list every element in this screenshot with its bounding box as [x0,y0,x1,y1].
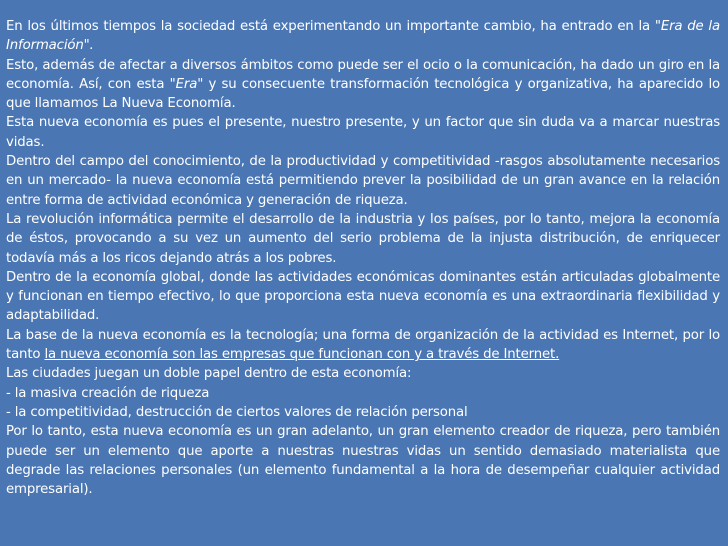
italic-quote: "Era de la Información". [6,19,720,54]
paragraph-nueva-economia [6,56,720,114]
paragraph-text: En los últimos tiempos la sociedad está experimentando un importante cambio, ha entrado en la [6,19,655,34]
list-item-competitividad: - la competitividad, destrucción de ciertos valores de relación personal [6,404,468,420]
paragraph-conocimiento: Dentro del campo del conocimiento, de la productividad y competitividad -rasgos absolutamente necesarios en un mercado- la nueva economía está permitiendo prever la posibilidad de un gran avance en la relación entre forma de actividad económica y generación de riqueza. [6,154,720,208]
underlined-text: la nueva economía son las empresas que funcionan con y a través de Internet. [44,347,560,363]
paragraph-tecnologia [6,326,720,365]
paragraph-conclusion: Por lo tanto, esta nueva economía es un gran adelanto, un gran elemento creador de riqueza, pero también puede ser un elemento que aporte a nuestras nuestras vidas un sentido demasiado materialista que degrade las relaciones personales (un elemento fundamental a la hora de desempeñar cualquier actividad empresarial). [6,424,720,498]
paragraph-economia-global: Dentro de la economía global, donde las actividades económicas dominantes están articuladas globalmente y funcionan en tiempo efectivo, lo que proporciona esta nueva economía es una extraordinaria flexibilidad y adaptabilidad. [6,269,720,324]
paragraph-presente: Esta nueva economía es pues el presente, nuestro presente, y un factor que sin duda va a marcar nuestras vidas. [6,115,720,150]
italic-quote: "Era" [169,76,204,92]
body-text [6,17,720,499]
paragraph-text: Esto, además de afectar a diversos ámbitos como puede ser el ocio o la comunicación, ha dado un giro en la economía. Así, con esta [6,57,720,92]
paragraph-era-informacion [6,17,720,56]
list-item-riqueza: - la masiva creación de riqueza [6,385,210,401]
paragraph-text: y su consecuente transformación tecnológica y organizativa, ha aparecido lo que llamamos La Nueva Economía. [6,76,720,112]
paragraph-ciudades: Las ciudades juegan un doble papel dentro de esta economía: [6,366,412,382]
paragraph-revolucion: La revolución informática permite el desarrollo de la industria y los países, por lo tanto, mejora la economía de éstos, provocando a su vez un aumento del serio problema de la injusta distribución, de enriquecer todavía más a los ricos dejando atrás a los pobres. [6,211,720,266]
paragraph-text: La base de la nueva economía es la tecnología; una forma de organización de la actividad es Internet, por lo tanto [6,327,720,363]
